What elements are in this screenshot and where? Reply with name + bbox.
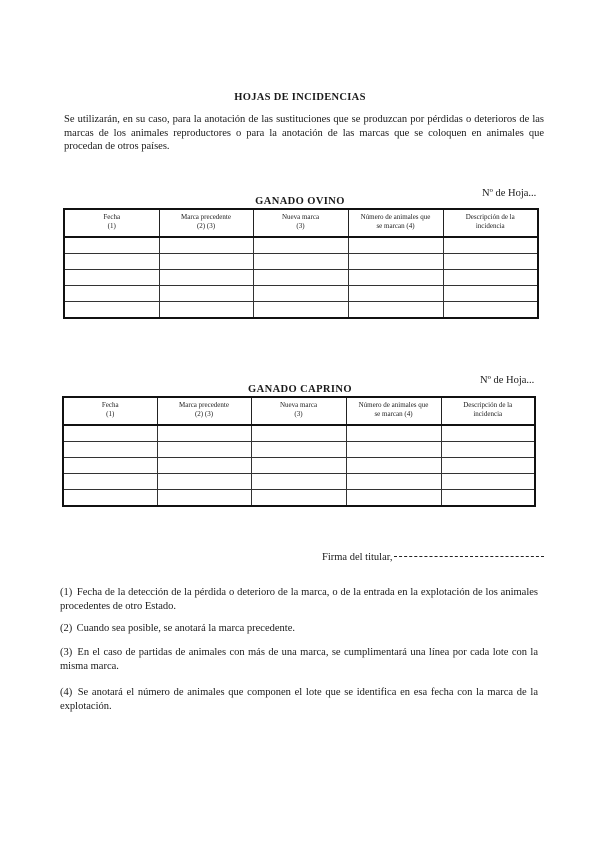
table-cell[interactable] (157, 425, 251, 442)
table-row (63, 442, 535, 458)
table-header-row (64, 209, 538, 237)
table-title-caprino: GANADO CAPRINO (248, 384, 352, 395)
table-cell[interactable] (159, 270, 253, 286)
column-header-nueva-marca: Nueva marca (3) (253, 209, 348, 237)
table-row (63, 458, 535, 474)
table-cell[interactable] (251, 490, 346, 507)
table-cell[interactable] (63, 490, 157, 507)
table-cell[interactable] (251, 474, 346, 490)
column-header-marca-precedente: Marca precedente (2) (3) (159, 209, 253, 237)
incident-table-ovino (63, 208, 539, 319)
column-header-fecha: Fecha (1) (63, 397, 157, 425)
table-cell[interactable] (346, 425, 441, 442)
table-cell[interactable] (443, 302, 538, 319)
column-header-marca-precedente: Marca precedente (2) (3) (157, 397, 251, 425)
table-header-row (63, 397, 535, 425)
sheet-number-label: Nº de Hoja... (482, 188, 537, 199)
table-row (64, 302, 538, 319)
table-cell[interactable] (348, 286, 443, 302)
table-cell[interactable] (443, 237, 538, 254)
footnote (60, 622, 538, 636)
table-row (63, 474, 535, 490)
table-cell[interactable] (159, 237, 253, 254)
footnote-number: (1) (60, 587, 73, 598)
signature-field[interactable] (394, 556, 544, 557)
table-cell[interactable] (348, 302, 443, 319)
table-cell[interactable] (64, 254, 159, 270)
table-cell[interactable] (441, 490, 535, 507)
table-cell[interactable] (64, 302, 159, 319)
table-cell[interactable] (441, 442, 535, 458)
table-cell[interactable] (251, 458, 346, 474)
table-cell[interactable] (159, 286, 253, 302)
table-row (64, 270, 538, 286)
table-cell[interactable] (441, 425, 535, 442)
table-cell[interactable] (157, 474, 251, 490)
table-row (64, 286, 538, 302)
footnote-text: Cuando sea posible, se anotará la marca precedente. (76, 623, 295, 634)
table-cell[interactable] (63, 425, 157, 442)
signature-label: Firma del titular, (322, 552, 393, 563)
table-cell[interactable] (348, 237, 443, 254)
table-cell[interactable] (64, 286, 159, 302)
table-cell[interactable] (251, 442, 346, 458)
table-cell[interactable] (346, 490, 441, 507)
table-cell[interactable] (157, 442, 251, 458)
table-cell[interactable] (348, 254, 443, 270)
footnote-number: (4) (60, 687, 73, 698)
footnote (60, 686, 538, 713)
column-header-descripcion: Descripción de la incidencia (441, 397, 535, 425)
footnote-text: Se anotará el número de animales que componen el lote que se identifica en esa fecha con la marca de la explotación. (60, 687, 539, 712)
table-title-ovino: GANADO OVINO (255, 196, 345, 207)
table-cell[interactable] (253, 237, 348, 254)
table-cell[interactable] (253, 254, 348, 270)
footnote-text: Fecha de la detección de la pérdida o deterioro de la marca, o de la entrada en la explotación de los animales procedentes de otro Estado. (60, 587, 538, 612)
footnote-number: (3) (60, 647, 73, 658)
table-cell[interactable] (251, 425, 346, 442)
table-cell[interactable] (64, 237, 159, 254)
table-cell[interactable] (159, 254, 253, 270)
column-header-fecha: Fecha (1) (64, 209, 159, 237)
table-cell[interactable] (157, 458, 251, 474)
table-cell[interactable] (157, 490, 251, 507)
column-header-numero-animales: Número de animales que se marcan (4) (346, 397, 441, 425)
table-cell[interactable] (63, 442, 157, 458)
table-cell[interactable] (346, 474, 441, 490)
table-row (64, 237, 538, 254)
column-header-numero-animales: Número de animales que se marcan (4) (348, 209, 443, 237)
table-row (63, 490, 535, 507)
table-cell[interactable] (346, 442, 441, 458)
table-cell[interactable] (253, 286, 348, 302)
table-cell[interactable] (63, 474, 157, 490)
table-row (64, 254, 538, 270)
table-cell[interactable] (64, 270, 159, 286)
footnote (60, 646, 538, 673)
table-cell[interactable] (441, 474, 535, 490)
footnote (60, 586, 538, 613)
table-cell[interactable] (159, 302, 253, 319)
page-title: HOJAS DE INCIDENCIAS (234, 92, 366, 103)
table-row (63, 425, 535, 442)
footnote-number: (2) (60, 623, 73, 634)
sheet-number-label: Nº de Hoja... (480, 375, 535, 386)
table-cell[interactable] (253, 270, 348, 286)
intro-paragraph: Se utilizarán, en su caso, para la anotación de las sustituciones que se produzcan por pérdidas o deterioros de las marcas de los animales reproductores o para la anotación de las marcas que se coloquen en animales que procedan de otros países. (64, 114, 544, 152)
table-cell[interactable] (348, 270, 443, 286)
table-cell[interactable] (443, 270, 538, 286)
table-cell[interactable] (346, 458, 441, 474)
table-cell[interactable] (63, 458, 157, 474)
column-header-nueva-marca: Nueva marca (3) (251, 397, 346, 425)
footnote-text: En el caso de partidas de animales con más de una marca, se cumplimentará una línea por cada lote con la misma marca. (60, 647, 538, 672)
table-cell[interactable] (443, 254, 538, 270)
table-cell[interactable] (441, 458, 535, 474)
table-cell[interactable] (253, 302, 348, 319)
column-header-descripcion: Descripción de la incidencia (443, 209, 538, 237)
table-cell[interactable] (443, 286, 538, 302)
signature-line[interactable] (322, 552, 544, 563)
incident-table-caprino (62, 396, 536, 507)
